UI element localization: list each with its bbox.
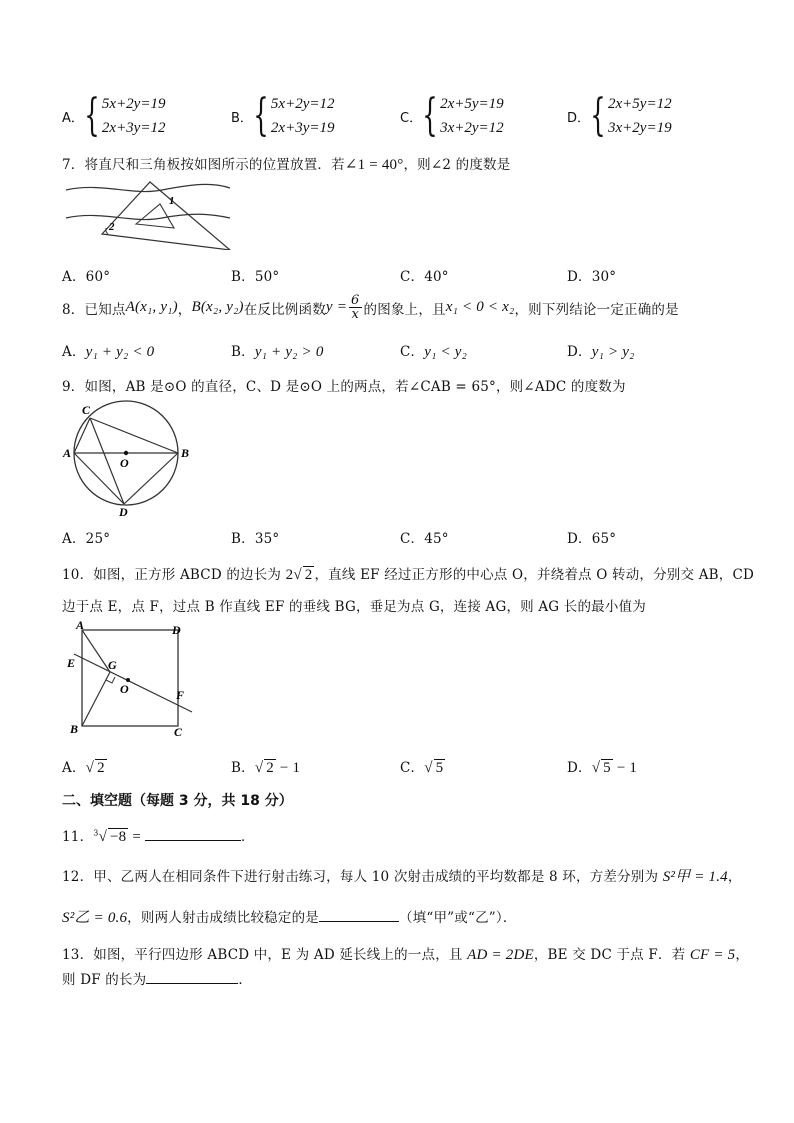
brace-icon: { xyxy=(422,90,438,141)
q9-stem: 9．如图，AB 是⊙O 的直径，C、D 是⊙O 上的两点，若∠CAB = 65°，则∠ADC 的度数为 xyxy=(62,379,626,395)
q10-option-b-radicand: 2 xyxy=(266,760,274,776)
q10-option-c-label: C． xyxy=(400,760,425,776)
q13-stem-part: ，BE 交 DC 于点 F．若 xyxy=(533,947,690,963)
q8-fraction xyxy=(349,294,361,321)
answer-blank[interactable] xyxy=(146,969,238,984)
angle-2-label: 2 xyxy=(109,221,115,233)
q9-figure xyxy=(62,400,192,518)
q13-stem-part: ． xyxy=(238,972,253,988)
q12-stem-part: （填“甲”或“乙”）． xyxy=(398,910,517,926)
q9-option-b: B．35° xyxy=(231,531,280,547)
brace-icon: { xyxy=(84,90,100,141)
segment-ag xyxy=(82,630,110,672)
q9-option-d: D．65° xyxy=(567,531,617,547)
q10-option-a-radicand: 2 xyxy=(97,760,105,776)
chord-ad xyxy=(74,453,124,504)
q7-angle-value: ∠1 = 40° xyxy=(344,157,404,173)
q8-stem-part: ， xyxy=(177,301,192,318)
q11-equals: = xyxy=(128,829,145,845)
q11-end: ． xyxy=(240,829,255,845)
q8-option-a-label: A． xyxy=(62,344,86,360)
q7-stem-part: ，则∠2 的度数是 xyxy=(403,157,511,173)
point-a-label: A xyxy=(63,446,72,460)
q6-option-c-label: C． xyxy=(400,110,423,126)
brace-icon: { xyxy=(590,90,606,141)
q12-stem-part: ， xyxy=(727,869,742,885)
q6-option-a-eq2: 2x+3y=12 xyxy=(101,120,166,136)
q6-option-d-eq2: 3x+2y=19 xyxy=(608,120,672,136)
q6-option-a-label: A． xyxy=(62,110,84,126)
q10-option-d-radicand: 5 xyxy=(603,760,611,776)
q10-option-d-label: D． xyxy=(567,760,592,776)
q7-option-b: B．50° xyxy=(231,269,280,285)
q10-stem-part: ，直线 EF 经过正方形的中心点 O，并绕着点 O 转动，分别交 AB，CD xyxy=(314,567,755,583)
sqrt-icon: √ xyxy=(98,829,108,845)
q8-point-a: A(x₁, y₁) xyxy=(125,299,178,315)
q10-option-b-tail: − 1 xyxy=(275,760,301,776)
q11-root-index: 3 xyxy=(93,828,99,838)
q10-side-radicand: 2 xyxy=(304,567,313,583)
q10-option-b xyxy=(231,756,300,777)
triangle-inner xyxy=(136,204,174,228)
q9-option-a: A．25° xyxy=(62,531,111,547)
q8-stem-part: 8．已知点 xyxy=(62,301,126,318)
q8-fraction-numerator: 6 xyxy=(351,293,360,308)
q8-option-b-label: B． xyxy=(231,344,255,360)
q6-option-b xyxy=(231,92,334,140)
point-o-label: O xyxy=(120,456,129,470)
point-o-label: O xyxy=(120,682,129,696)
q6-option-a xyxy=(62,92,165,140)
chord-cd xyxy=(90,418,124,504)
q6-option-c-eq1: 2x+5y=19 xyxy=(440,96,504,112)
q8-option-c-expr: y₁ < y₂ xyxy=(424,344,468,360)
q6-option-b-eq2: 2x+3y=19 xyxy=(270,120,335,136)
point-d-label: D xyxy=(172,623,181,637)
q6-option-d-label: D． xyxy=(567,110,591,126)
chord-cb xyxy=(90,418,178,453)
q8-option-b-expr: y₁ + y₂ > 0 xyxy=(254,344,324,360)
q13-stem-part: 则 DF 的长为 xyxy=(62,972,147,988)
triangle-outer xyxy=(102,182,230,250)
sqrt-icon: √ xyxy=(424,760,433,776)
q10-figure xyxy=(62,620,198,738)
q10-option-c-radicand: 5 xyxy=(435,760,444,776)
brace-icon: { xyxy=(253,90,269,141)
q6-option-b-label: B． xyxy=(231,110,253,126)
q10-option-c xyxy=(400,756,445,777)
q8-option-d-label: D． xyxy=(567,344,592,360)
q12-variance-yi: S²乙 = 0.6 xyxy=(62,910,128,926)
q7-option-a: A．60° xyxy=(62,269,111,285)
q6-option-c xyxy=(400,92,504,140)
section-heading: 二、填空题（每题 3 分，共 18 分） xyxy=(62,793,293,809)
sqrt-icon: √ xyxy=(85,760,95,776)
q13-line1 xyxy=(62,943,749,964)
q9-option-c: C．45° xyxy=(400,531,449,547)
q11-radicand: −8 xyxy=(110,829,127,845)
q7-stem xyxy=(62,153,510,174)
chord-bd xyxy=(124,453,178,504)
point-b-label: B xyxy=(70,722,79,736)
q7-stem-part: 7．将直尺和三角板按如图所示的位置放置．若 xyxy=(62,157,345,173)
q8-function-lhs: y = xyxy=(325,299,348,315)
q7-option-d: D．30° xyxy=(567,269,617,285)
q12-line1 xyxy=(62,865,742,886)
q13-line2 xyxy=(62,968,252,988)
q13-stem-part: 13．如图，平行四边形 ABCD 中，E 为 AD 延长线上的一点，且 xyxy=(62,947,468,963)
q8-option-d-expr: y₁ > y₂ xyxy=(591,344,635,360)
q7-option-c: C．40° xyxy=(400,269,449,285)
q12-stem-part: 12．甲、乙两人在相同条件下进行射击练习，每人 10 次射击成绩的平均数都是 8 环，方差分别为 xyxy=(62,869,663,885)
q10-line2: 边于点 E，点 F，过点 B 作直线 EF 的垂线 BG，垂足为点 G，连接 AG，则 AG 长的最小值为 xyxy=(62,599,646,615)
ruler-bottom-edge xyxy=(66,214,230,219)
q8-stem-part: 的图象上，且 xyxy=(363,301,446,318)
q6-option-c-eq2: 3x+2y=12 xyxy=(440,120,504,136)
ruler-top-edge xyxy=(66,184,230,191)
q10-stem-part: 10．如图，正方形 ABCD 的边长为 xyxy=(62,567,286,583)
q6-option-d-eq1: 2x+5y=12 xyxy=(608,96,672,112)
q11-prefix: 11． xyxy=(62,829,94,845)
point-a-label: A xyxy=(76,620,85,632)
q13-condition-1: AD = 2DE xyxy=(467,947,534,963)
q10-side-coef: 2 xyxy=(285,567,294,583)
point-b-label: B xyxy=(181,446,190,460)
center-point xyxy=(124,451,128,455)
q7-figure xyxy=(62,178,234,250)
q6-option-d xyxy=(567,92,672,140)
q8-option-a-expr: y₁ + y₂ < 0 xyxy=(85,344,155,360)
point-c-label: C xyxy=(174,725,183,738)
sqrt-icon: √ xyxy=(254,760,264,776)
q8-option-c xyxy=(400,340,467,361)
point-d-label: D xyxy=(119,505,128,518)
q8-point-b: B(x₂, y₂) xyxy=(191,299,244,315)
q8-option-c-label: C． xyxy=(400,344,425,360)
q6-option-b-eq1: 5x+2y=12 xyxy=(270,96,335,112)
q10-option-a xyxy=(62,756,107,777)
q10-option-d-tail: − 1 xyxy=(612,760,638,776)
q13-stem-part: ， xyxy=(735,947,750,963)
q10-line1 xyxy=(62,563,754,584)
q8-stem-part: 在反比例函数 xyxy=(243,301,326,318)
q10-option-d xyxy=(567,756,637,777)
segment-bg xyxy=(82,672,110,726)
answer-blank[interactable] xyxy=(319,907,399,922)
q13-condition-2: CF = 5 xyxy=(689,947,736,963)
point-f-label: F xyxy=(176,688,185,702)
q8-stem xyxy=(62,294,679,321)
answer-blank[interactable] xyxy=(145,826,241,841)
point-e-label: E xyxy=(67,656,76,670)
angle-1-label: 1 xyxy=(169,195,175,207)
sqrt-icon: √ xyxy=(591,760,601,776)
sqrt-icon: √ xyxy=(293,567,302,583)
q12-stem-part: ，则两人射击成绩比较稳定的是 xyxy=(127,910,319,926)
square-abcd xyxy=(82,630,178,726)
q8-option-a xyxy=(62,340,154,361)
line-ef xyxy=(74,654,192,712)
point-g-label: G xyxy=(108,658,117,672)
point-c-label: C xyxy=(82,403,91,417)
q8-option-b xyxy=(231,340,324,361)
q11 xyxy=(62,825,255,846)
q8-option-d xyxy=(567,340,635,361)
q8-stem-part: ，则下列结论一定正确的是 xyxy=(514,301,679,318)
q8-fraction-denominator: x xyxy=(351,307,360,322)
q12-line2 xyxy=(62,906,517,927)
q8-condition: x₁ < 0 < x₂ xyxy=(445,299,515,315)
q6-option-a-eq1: 5x+2y=19 xyxy=(101,96,166,112)
q12-variance-jia: S²甲 = 1.4 xyxy=(662,869,728,885)
q10-option-a-label: A． xyxy=(62,760,86,776)
q10-option-b-label: B． xyxy=(231,760,255,776)
